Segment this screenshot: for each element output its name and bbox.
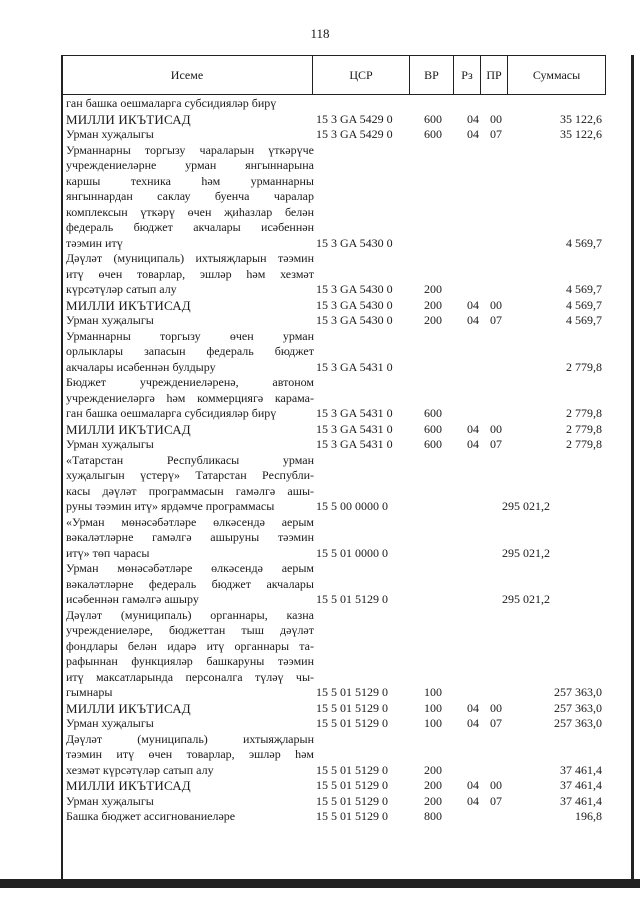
row-csr: 15 5 01 5129 0 [316,700,388,715]
header-name: Исеме [62,56,313,95]
row-name [66,112,314,128]
row-csr: 15 5 01 5129 0 [316,592,388,606]
row-sum: 257 363,0 [554,700,602,715]
row-name [66,375,314,422]
row-name-line: учреждениеләрне урман янгыннарына [66,158,314,172]
row-name [66,809,314,825]
row-name-line: рафыннан функцияләр башкаруны тәэмин [66,654,314,668]
row-csr: 15 3 GA 5430 0 [316,297,393,312]
row-name-line: руны тәэмин итү» ярдәмче программасы [66,499,275,513]
row-name-line: Дәүләт (муниципаль) органнары, казна [66,607,314,622]
table-row [0,298,640,314]
table-row [0,143,640,252]
table-row [0,515,640,562]
row-sum: 196,8 [575,809,602,823]
table-row [0,778,640,794]
row-rz: 04 [467,793,479,808]
table-body [0,96,640,825]
row-name-line: ган башка оешмаларга субсидияләр бирү [66,406,277,420]
row-csr: 15 5 01 5129 0 [316,716,388,730]
row-sum: 2 779,8 [566,359,602,374]
row-name [66,716,314,732]
row-name-line: Урман хуҗалыгы [66,127,154,141]
row-name-line: итү максатларында персоналга түләү чы- [66,669,314,684]
row-csr: 15 5 01 5129 0 [316,793,388,808]
row-name [66,701,314,717]
row-name-line: Урман хуҗалыгы [66,313,154,327]
row-name-line: Дәүләт (муниципаль) ихтыяҗларын тәэмин [66,251,314,265]
row-sum: 4 569,7 [566,313,602,327]
row-name-line: вәкаләтләрне федераль бюджет акчалары [66,576,314,591]
page-number: 118 [310,26,330,41]
row-csr: 15 3 GA 5430 0 [316,313,393,327]
row-pr: 07 [490,716,502,730]
row-name [66,143,314,252]
row-pr: 07 [490,437,502,451]
row-csr: 15 5 01 5129 0 [316,809,388,823]
row-name-line: Урманнарны торгызу өчен урман [66,328,314,343]
header-rz: Рз [454,56,481,95]
page-bottom-border [0,879,640,888]
row-name-line: тәэмин итү өчен товарлар, эшләр һәм [66,747,314,761]
table-row [0,422,640,438]
row-sum: 35 122,6 [560,127,602,141]
table-row [0,732,640,779]
row-name-line: МИЛЛИ ИКЪТИСАД [66,111,191,127]
row-vr: 600 [424,406,442,420]
row-name-line: комплексын үткәрү өчен җиһазлар белән [66,204,314,219]
row-pr: 00 [490,297,502,312]
row-name-line: ган башка оешмаларга субсидияләр бирү [66,96,277,110]
table-header [61,55,606,95]
row-pr: 00 [490,700,502,715]
row-name-line: акчалары исәбеннән булдыру [66,359,216,374]
row-sum: 35 122,6 [560,111,602,126]
table-row [0,809,640,825]
row-rz: 04 [467,111,479,126]
table-row [0,794,640,810]
row-vr: 600 [424,421,442,436]
row-pr: 07 [490,127,502,141]
row-name-line: федераль бюджет акчалары исәбеннән [66,220,314,234]
table-row [0,112,640,128]
row-name [66,329,314,376]
row-name-line: фондлары белән идарә итү органнары та- [66,638,314,653]
row-vr: 200 [424,313,442,327]
row-name [66,561,314,608]
row-pr: 00 [490,421,502,436]
row-pr: 00 [490,111,502,126]
row-name-line: хезмәт күрсәтүләр сатып алу [66,762,214,777]
row-vr: 200 [424,778,442,792]
header-pr: ПР [481,56,508,95]
row-sum: 2 779,8 [566,437,602,451]
table-row [0,453,640,515]
row-name-line: Урман мөнәсәбәтләре өлкәсендә аерым [66,561,314,575]
table-row [0,96,640,112]
table-row [0,375,640,422]
row-name [66,313,314,329]
row-name-line: «Урман мөнәсәбәтләре өлкәсендә аерым [66,514,314,529]
table-row [0,561,640,608]
row-vr: 800 [424,809,442,823]
table-row [0,251,640,298]
header-csr: ЦСР [313,56,410,95]
row-sum: 257 363,0 [554,685,602,699]
row-sum: 295 021,2 [502,499,550,513]
row-name-line: итү» төп чарасы [66,545,150,560]
row-name-line: хуҗалыгын үстерү» Татарстан Республи- [66,468,314,482]
row-csr: 15 3 GA 5431 0 [316,421,393,436]
row-sum: 2 779,8 [566,406,602,420]
row-name-line: касы дәүләт программасын гамәлгә ашы- [66,483,314,498]
row-name-line: янгыннардан саклау буенча чаралар [66,189,314,203]
row-name-line: МИЛЛИ ИКЪТИСАД [66,421,191,437]
row-sum: 4 569,7 [566,235,602,250]
row-name [66,251,314,298]
table-row [0,716,640,732]
row-rz: 04 [467,127,479,141]
row-rz: 04 [467,437,479,451]
table-row [0,437,640,453]
row-vr: 600 [424,127,442,141]
row-pr: 07 [490,313,502,327]
table-row [0,329,640,376]
row-name [66,732,314,779]
row-name-line: МИЛЛИ ИКЪТИСАД [66,700,191,716]
row-name [66,437,314,453]
row-name-line: итү өчен товарлар, эшләр һәм хезмәт [66,266,314,281]
row-csr: 15 3 GA 5429 0 [316,111,393,126]
row-vr: 100 [424,685,442,699]
row-vr: 200 [424,297,442,312]
row-csr: 15 3 GA 5429 0 [316,127,393,141]
row-name-line: күрсәтүләр сатып алу [66,282,177,296]
row-vr: 600 [424,437,442,451]
row-pr: 07 [490,793,502,808]
row-rz: 04 [467,297,479,312]
row-sum: 2 779,8 [566,421,602,436]
row-csr: 15 5 01 5129 0 [316,685,388,699]
row-name-line: Башка бюджет ассигнованиеләре [66,809,236,823]
row-name [66,453,314,515]
table-row [0,701,640,717]
row-csr: 15 3 GA 5431 0 [316,437,393,451]
row-pr: 00 [490,778,502,792]
row-csr: 15 3 GA 5430 0 [316,282,393,296]
row-name-line: Урман хуҗалыгы [66,437,154,451]
table-row [0,313,640,329]
row-sum: 4 569,7 [566,297,602,312]
row-name-line: МИЛЛИ ИКЪТИСАД [66,297,191,313]
row-name-line: МИЛЛИ ИКЪТИСАД [66,778,191,793]
row-name [66,298,314,314]
row-vr: 100 [424,700,442,715]
row-csr: 15 3 GA 5431 0 [316,359,393,374]
table-row [0,127,640,143]
header-vr: ВР [410,56,454,95]
row-name-line: Урманнарны торгызу чараларын үткәрүче [66,142,314,157]
row-csr: 15 5 00 0000 0 [316,499,388,513]
row-name-line: тәэмин итү [66,235,123,250]
row-name [66,96,314,112]
row-name-line: Бюджет учреждениеләренә, автоном [66,375,314,389]
row-sum: 37 461,4 [560,793,602,808]
row-rz: 04 [467,778,479,792]
row-name [66,127,314,143]
row-csr: 15 5 01 5129 0 [316,778,388,792]
row-name-line: исәбеннән гамәлгә ашыру [66,592,199,606]
row-name [66,515,314,562]
row-name-line: учреждениеләргә һәм коммерциягә карама- [66,390,314,405]
row-sum: 257 363,0 [554,716,602,730]
row-rz: 04 [467,313,479,327]
row-csr: 15 5 01 5129 0 [316,762,388,777]
row-name [66,422,314,438]
row-csr: 15 3 GA 5430 0 [316,235,393,250]
row-vr: 200 [424,793,442,808]
row-sum: 295 021,2 [502,592,550,606]
row-vr: 200 [424,282,442,296]
row-name-line: Урман хуҗалыгы [66,793,154,808]
row-sum: 4 569,7 [566,282,602,296]
table-row [0,608,640,701]
row-name-line: Дәүләт (муниципаль) ихтыяҗларын [66,731,314,746]
row-name-line: Урман хуҗалыгы [66,716,154,730]
row-rz: 04 [467,421,479,436]
row-name-line: гымнары [66,685,113,699]
row-name [66,778,314,794]
row-csr: 15 5 01 0000 0 [316,545,388,560]
row-name-line: орлыклары запасын федераль бюджет [66,344,314,358]
row-name-line: учреждениеләре, бюджеттан тыш дәүләт [66,623,314,637]
row-rz: 04 [467,700,479,715]
header-sum: Суммасы [508,56,606,95]
row-name-line: каршы техника һәм урманнарны [66,173,314,188]
row-sum: 295 021,2 [502,545,550,560]
row-vr: 600 [424,111,442,126]
row-sum: 37 461,4 [560,762,602,777]
row-name-line: «Татарстан Республикасы урман [66,452,314,467]
row-rz: 04 [467,716,479,730]
row-name [66,794,314,810]
row-name [66,608,314,701]
row-name-line: вәкаләтләрне гамәлгә ашыруны тәэмин [66,530,314,544]
row-vr: 100 [424,716,442,730]
row-vr: 200 [424,762,442,777]
row-csr: 15 3 GA 5431 0 [316,406,393,420]
row-sum: 37 461,4 [560,778,602,792]
